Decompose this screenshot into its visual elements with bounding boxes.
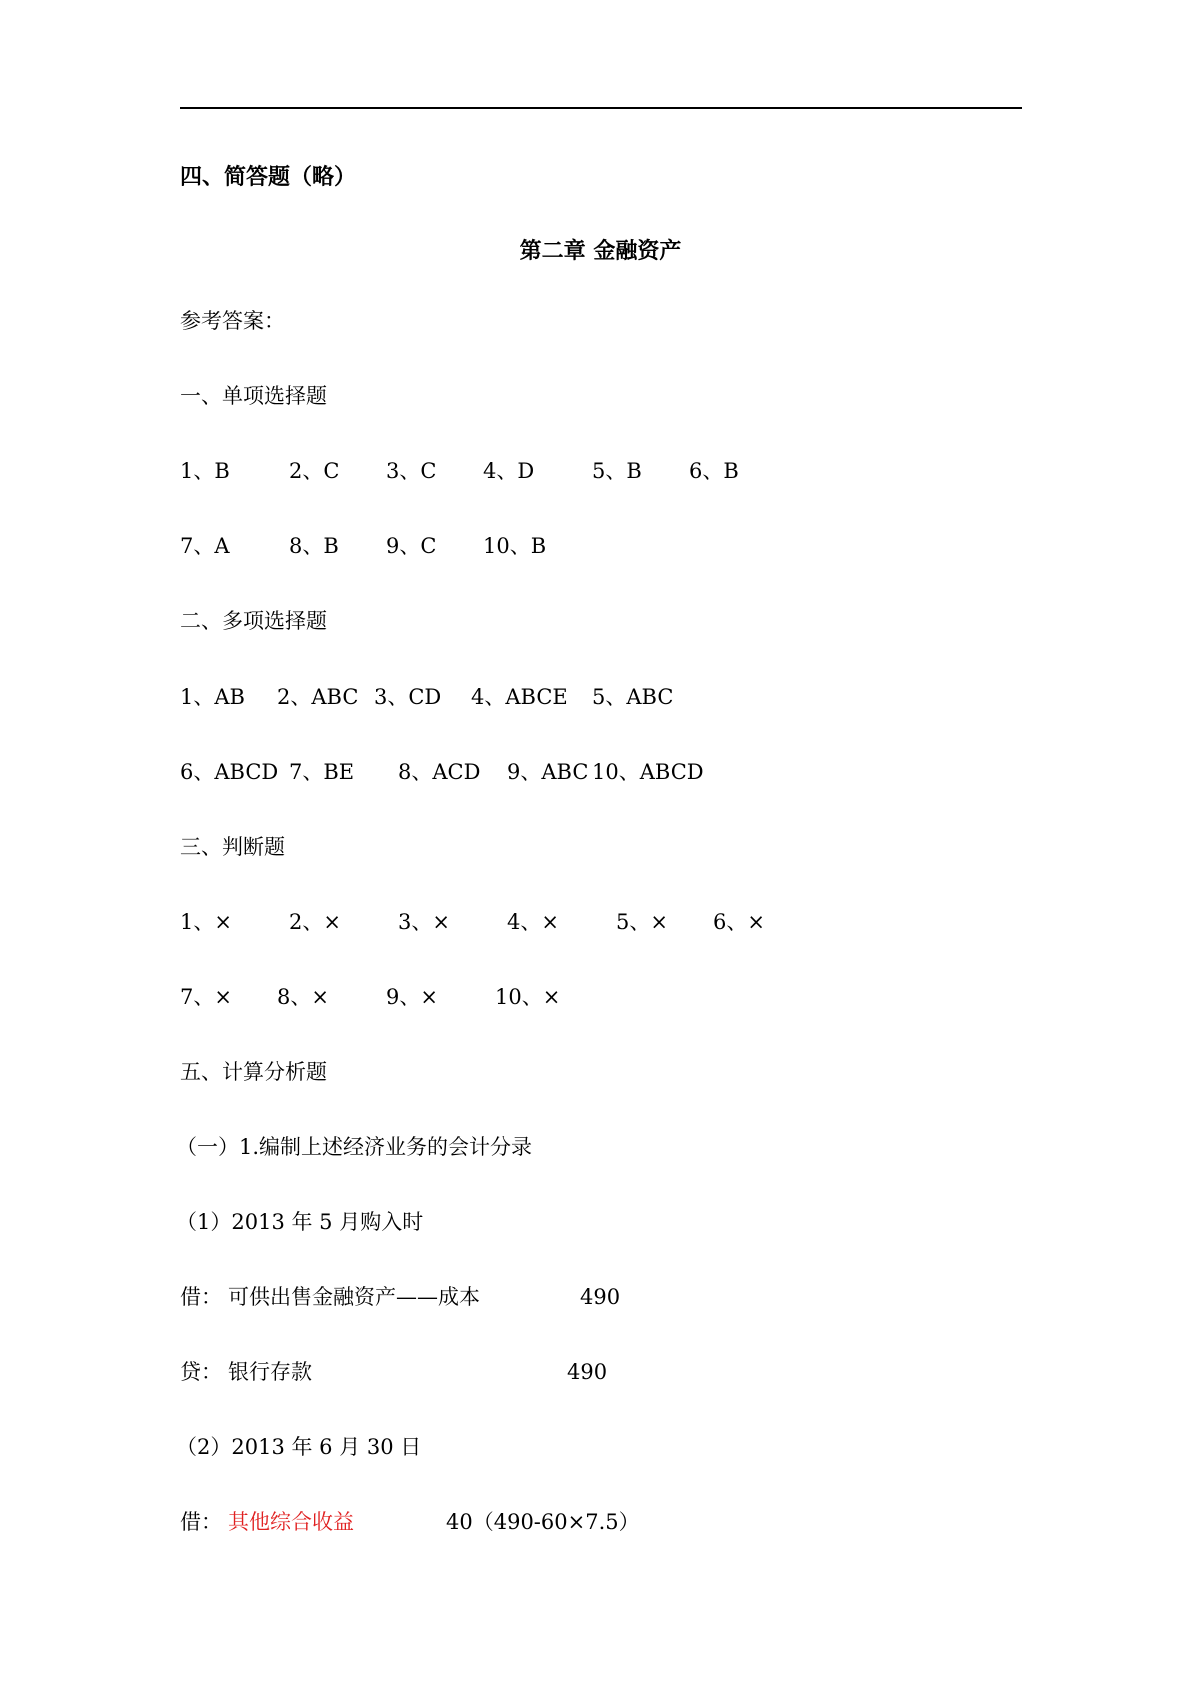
calc-step-1: （1）2013 年 5 月购入时 xyxy=(176,1210,424,1234)
answer-item: 9、C xyxy=(386,534,437,558)
journal-entry-debit-2 xyxy=(180,1508,880,1536)
judgement-heading: 三、判断题 xyxy=(180,835,285,859)
entry-amount: 490 xyxy=(580,1285,621,1309)
entry-account: 可供出售金融资产——成本 xyxy=(228,1285,480,1309)
answer-item: 7、× xyxy=(180,985,232,1009)
answer-item: 10、× xyxy=(495,985,561,1009)
answer-item: 2、ABC xyxy=(277,685,359,709)
judgement-row-1 xyxy=(180,908,880,936)
answer-item: 3、C xyxy=(386,459,437,483)
multi-choice-row-1 xyxy=(180,683,880,711)
answer-item: 9、ABC xyxy=(507,760,589,784)
answer-item: 6、B xyxy=(689,459,739,483)
answer-item: 8、ACD xyxy=(398,760,481,784)
entry-prefix: 借： xyxy=(180,1510,222,1534)
entry-prefix: 借： xyxy=(180,1285,222,1309)
reference-answer-label: 参考答案： xyxy=(180,309,285,333)
answer-item: 4、ABCE xyxy=(471,685,568,709)
section-four-heading: 四、简答题（略） xyxy=(180,165,357,190)
calc-intro: （一）1.编制上述经济业务的会计分录 xyxy=(176,1135,533,1159)
answer-item: 10、ABCD xyxy=(592,760,704,784)
answer-item: 6、× xyxy=(713,910,765,934)
entry-amount: 490 xyxy=(567,1360,608,1384)
answer-item: 1、B xyxy=(180,459,230,483)
answer-item: 1、AB xyxy=(180,685,245,709)
chapter-title: 第二章 金融资产 xyxy=(519,239,682,264)
multi-choice-heading: 二、多项选择题 xyxy=(180,609,327,633)
answer-item: 3、CD xyxy=(374,685,442,709)
entry-account: 其他综合收益 xyxy=(228,1510,354,1534)
calc-heading: 五、计算分析题 xyxy=(180,1060,327,1084)
answer-item: 5、B xyxy=(592,459,642,483)
answer-item: 9、× xyxy=(386,985,438,1009)
calc-step-2: （2）2013 年 6 月 30 日 xyxy=(176,1435,422,1459)
answer-item: 6、ABCD xyxy=(180,760,279,784)
journal-entry-debit xyxy=(180,1283,880,1311)
answer-item: 4、D xyxy=(483,459,535,483)
answer-item: 2、C xyxy=(289,459,340,483)
journal-entry-credit xyxy=(180,1358,880,1386)
answer-item: 5、ABC xyxy=(592,685,674,709)
single-choice-heading: 一、单项选择题 xyxy=(180,384,327,408)
answer-item: 5、× xyxy=(616,910,668,934)
multi-choice-row-2 xyxy=(180,758,880,786)
answer-item: 7、A xyxy=(180,534,230,558)
answer-item: 8、B xyxy=(289,534,339,558)
single-choice-row-2 xyxy=(180,532,880,560)
entry-account: 银行存款 xyxy=(228,1360,312,1384)
answer-item: 2、× xyxy=(289,910,341,934)
entry-prefix: 贷： xyxy=(180,1360,222,1384)
answer-item: 7、BE xyxy=(289,760,355,784)
answer-item: 1、× xyxy=(180,910,232,934)
answer-item: 10、B xyxy=(483,534,547,558)
answer-item: 4、× xyxy=(507,910,559,934)
header-rule xyxy=(180,107,1022,109)
entry-amount: 40（490-60×7.5） xyxy=(446,1510,640,1534)
answer-item: 8、× xyxy=(277,985,329,1009)
answer-item: 3、× xyxy=(398,910,450,934)
judgement-row-2 xyxy=(180,983,880,1011)
single-choice-row-1 xyxy=(180,457,880,485)
